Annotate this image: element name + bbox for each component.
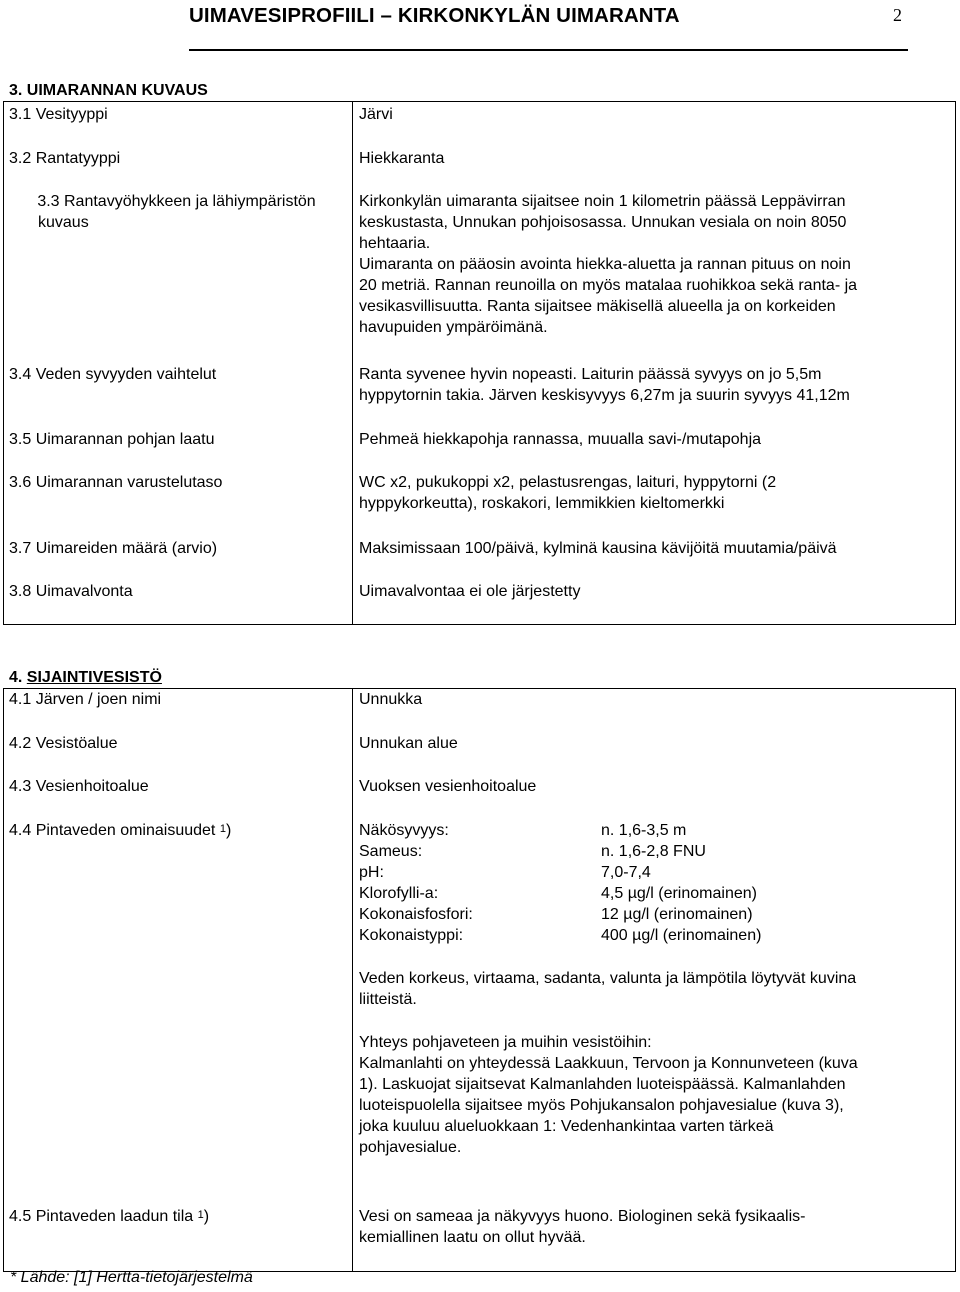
header-rule — [189, 49, 908, 51]
page-header — [0, 0, 960, 52]
row-label: 4.1 Järven / joen nimi — [9, 691, 162, 708]
row-value: Vesi on sameaa ja näkyvyys huono. Biologinen sekä fysikaalis- kemiallinen laatu on ollut hyvää. — [359, 1208, 806, 1246]
row-label: 3.7 Uimareiden määrä (arvio) — [9, 540, 218, 557]
row-value: Pehmeä hiekkapohja rannassa, muualla savi-/mutapohja — [359, 431, 762, 448]
section-3-table — [3, 101, 956, 625]
page-number: 2 — [893, 5, 902, 25]
row-label: 4.3 Vesienhoitoalue — [9, 778, 149, 795]
note-text: liitteistä. — [359, 991, 417, 1008]
column-divider — [352, 689, 353, 1271]
row-value: Uimavalvontaa ei ole järjestetty — [359, 583, 581, 600]
row-label: 4.4 Pintaveden ominaisuudet $^1$) — [9, 822, 232, 839]
row-value: Unnukan alue — [359, 735, 458, 752]
row-label: 3.8 Uimavalvonta — [9, 583, 133, 600]
section-4-table — [3, 688, 956, 1272]
param-row: Kokonaisfosfori: 12 µg/l (erinomainen) — [359, 906, 753, 923]
row-label: 3.5 Uimarannan pohjan laatu — [9, 431, 215, 448]
column-divider — [352, 102, 353, 624]
param-row: Kokonaistyppi: 400 µg/l (erinomainen) — [359, 927, 762, 944]
row-value: Järvi — [359, 106, 393, 123]
document-title: UIMAVESIPROFIILI – KIRKONKYLÄN UIMARANTA — [189, 4, 680, 27]
water-quality-values: Näkösyvyys: n. 1,6-3,5 m Sameus: n. 1,6-2,8 FNU pH: 7,0-7,4 Klorofylli-a: 4,5 µg/l (erinomainen) Kokonaisfosfori: 12 µg/l (erinomainen) Kokonaistyppi: 400 µg/l (erinomainen) Veden korkeus, virtaama, sadanta, valunta ja lämpötila löytyvät kuvina liitteistä. Yhteys pohjaveteen ja muihin vesistöihin: Kalmanlahti on yhteydessä Laakkuun, Tervoon ja Konnunveteen (kuva 1). Laskuojat sijaitsevat Kalmanlahden luoteispäässä. Kalmanlahden luoteispuolella sijaitsee myös Pohjukansalon pohjavesialue (kuva 3), joka kuuluu alueluokkaan 1: Vedenhankintaa varten tärkeä pohjavesialue. — [359, 820, 944, 1158]
param-row: pH: 7,0-7,4 — [359, 864, 651, 881]
row-label: 3.6 Uimarannan varustelutaso — [9, 474, 223, 491]
row-value: Hiekkaranta — [359, 150, 445, 167]
row-label: 3.2 Rantatyyppi — [9, 150, 121, 167]
section-4-heading: 4. SIJAINTIVESISTÖ — [9, 669, 162, 686]
row-value: Ranta syvenee hyvin nopeasti. Laiturin päässä syvyys on jo 5,5m hyppytornin takia. Järven keskisyvyys 6,27m ja suurin syvyys 41,12m — [359, 366, 850, 404]
row-label: 3.4 Veden syvyyden vaihtelut — [9, 366, 217, 383]
row-label: 4.2 Vesistöalue — [9, 735, 118, 752]
section-3-heading: 3. UIMARANNAN KUVAUS — [9, 82, 208, 99]
param-row: Sameus: n. 1,6-2,8 FNU — [359, 843, 706, 860]
row-label: 4.5 Pintaveden laadun tila $^1$) — [9, 1208, 210, 1225]
row-value: Maksimissaan 100/päivä, kylminä kausina kävijöitä muutamia/päivä — [359, 540, 837, 557]
source-footnote: * Lähde: [1] Hertta-tietojärjestelmä — [10, 1269, 253, 1286]
row-label: 3.1 Vesityyppi — [9, 106, 108, 123]
connection-title: Yhteys pohjaveteen ja muihin vesistöihin: — [359, 1034, 652, 1051]
row-value: Vuoksen vesienhoitoalue — [359, 778, 537, 795]
param-row: Näkösyvyys: n. 1,6-3,5 m — [359, 822, 687, 839]
row-label: 3.3 Rantavyöhykkeen ja lähiympäristön kuvaus — [37, 193, 316, 231]
row-value: Unnukka — [359, 691, 423, 708]
note-text: Veden korkeus, virtaama, sadanta, valunta ja lämpötila löytyvät kuvina — [359, 970, 857, 987]
row-value: WC x2, pukukoppi x2, pelastusrengas, laituri, hyppytorni (2 hyppykorkeutta), roskakori, lemmikkien kieltomerkki — [359, 474, 777, 512]
param-row: Klorofylli-a: 4,5 µg/l (erinomainen) — [359, 885, 757, 902]
row-value: Kirkonkylän uimaranta sijaitsee noin 1 kilometrin päässä Leppävirran keskustasta, Unnukan pohjoisosassa. Unnukan vesiala on noin 8050 hehtaaria. Uimaranta on pääosin avointa hiekka-aluetta ja rannan pituus on noin 20 metriä. Rannan reunoilla on myös matalaa ruohikkoa sekä ranta- ja vesikasvillisuutta. Ranta sijaitsee mäkisellä alueella ja on korkeiden havupuiden ympäröimänä. — [359, 193, 858, 336]
